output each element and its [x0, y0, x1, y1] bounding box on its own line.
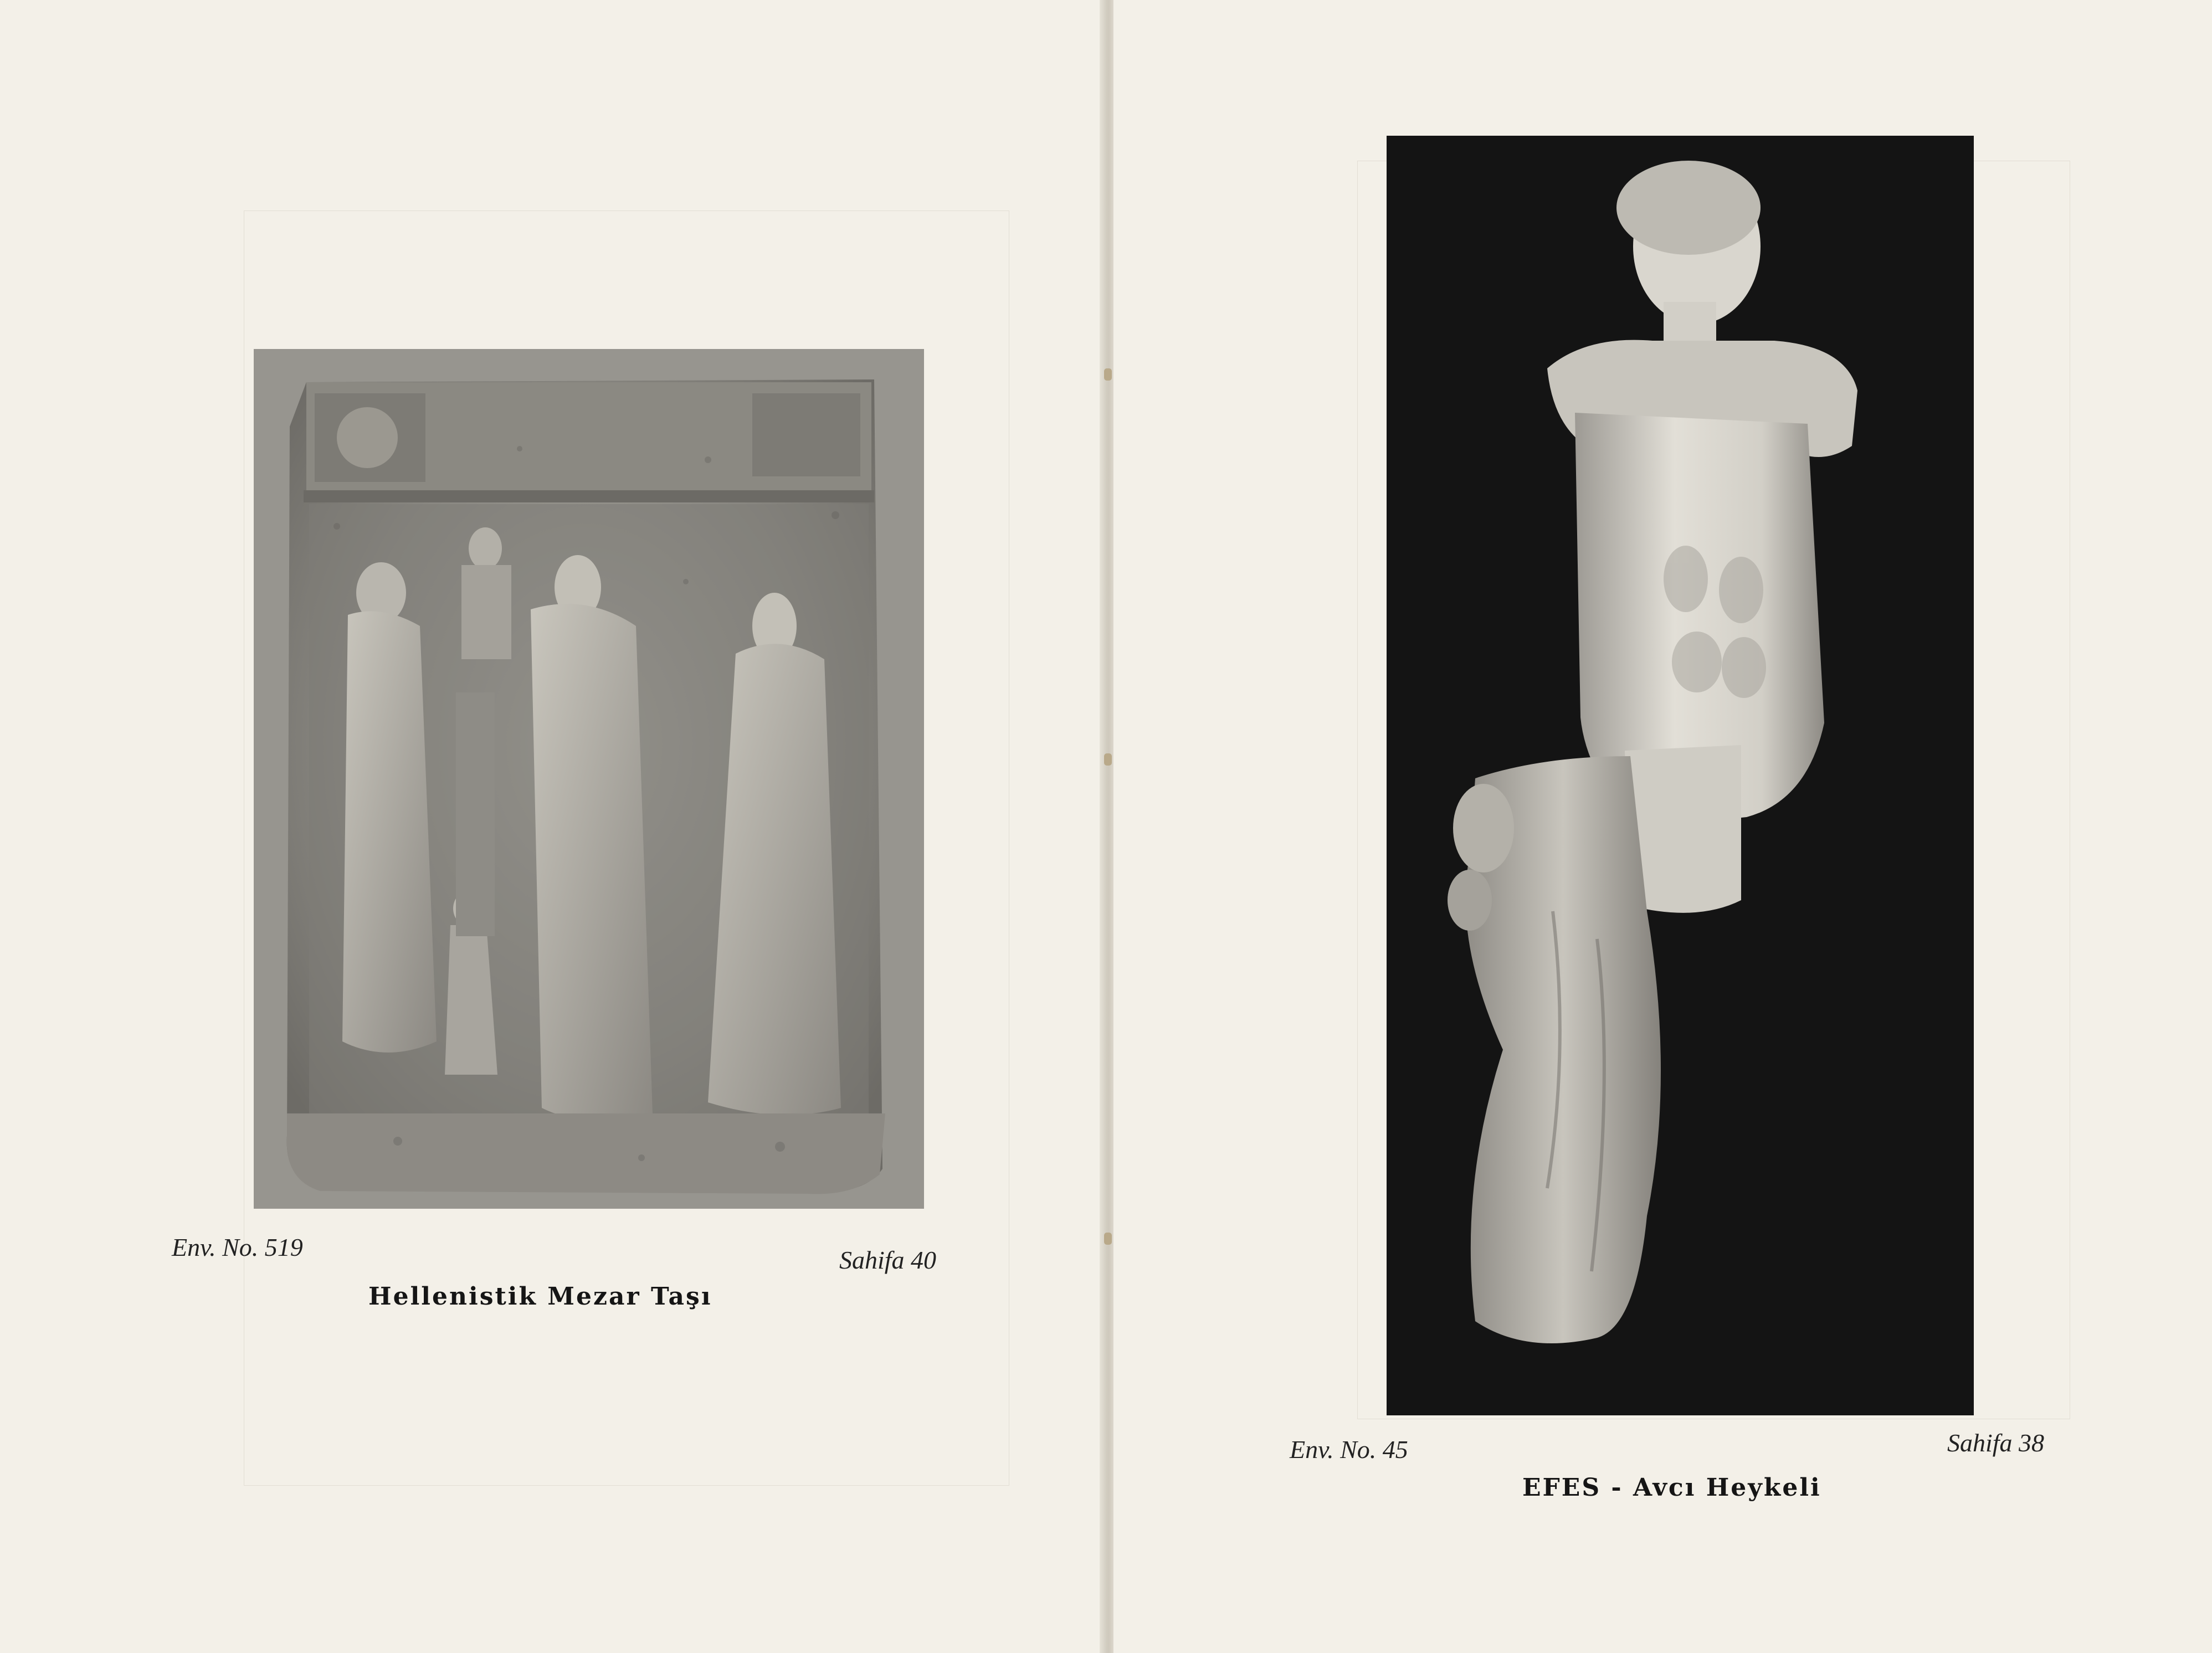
binding-stitch	[1104, 368, 1112, 381]
binding-stitch	[1104, 753, 1112, 766]
ephesus-hunter-statue-photo	[1387, 136, 1974, 1415]
left-page-reference: Sahifa 40	[839, 1246, 937, 1274]
hellenistic-grave-stele-photo	[254, 349, 924, 1209]
left-page	[0, 0, 1102, 1653]
left-plate-title: Hellenistik Mezar Taşı	[368, 1282, 712, 1311]
binding-stitch	[1104, 1233, 1112, 1245]
right-inventory-number: Env. No. 45	[1290, 1435, 1408, 1464]
right-plate-title: EFES - Avcı Heykeli	[1522, 1474, 1821, 1502]
right-page-reference: Sahifa 38	[1947, 1429, 2045, 1457]
left-inventory-number: Env. No. 519	[172, 1233, 303, 1261]
